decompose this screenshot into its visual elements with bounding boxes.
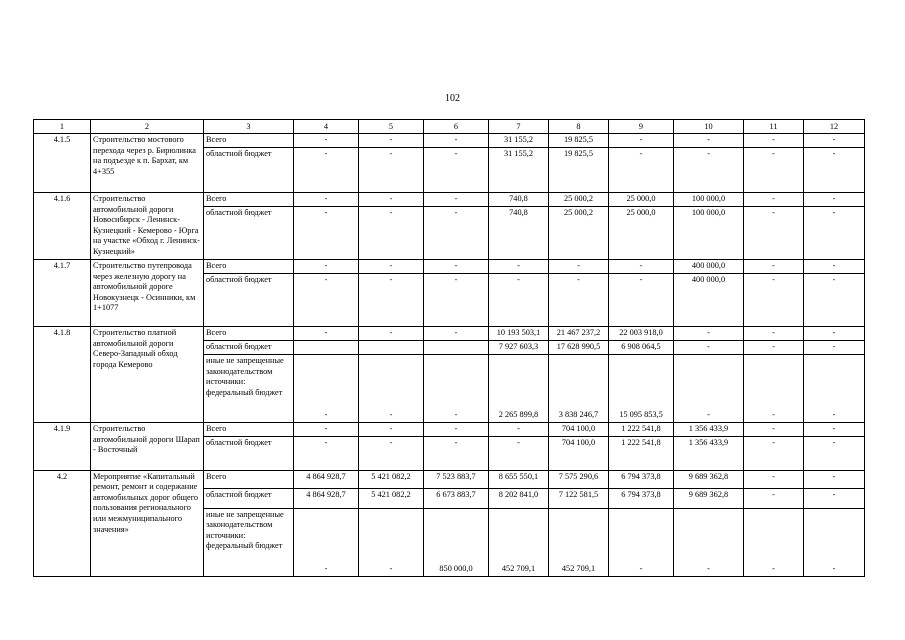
- value-cell: -: [804, 355, 865, 423]
- source-label: областной бюджет: [204, 148, 294, 193]
- value-cell: -: [744, 134, 804, 148]
- row-code: 4.1.9: [34, 423, 91, 471]
- value-cell: -: [804, 207, 865, 260]
- page-number: 102: [445, 93, 460, 104]
- value-cell: -: [294, 134, 359, 148]
- value-cell: [294, 341, 359, 355]
- value-cell: 100 000,0: [674, 193, 744, 207]
- value-cell: -: [804, 436, 865, 470]
- value-cell: -: [294, 260, 359, 274]
- value-cell: 1 222 541,8: [609, 436, 674, 470]
- value-cell: 25 000,2: [549, 193, 609, 207]
- value-cell: 452 709,1: [549, 508, 609, 576]
- source-label: Всего: [204, 470, 294, 488]
- value-cell: -: [424, 260, 489, 274]
- value-cell: 8 202 841,0: [489, 488, 549, 508]
- row-title: Строительство мостового перехода через р. Бирюлинка на подъезде к п. Бархат, км 4+355: [91, 134, 204, 193]
- value-cell: 17 628 990,5: [549, 341, 609, 355]
- header-cell: 8: [549, 120, 609, 134]
- value-cell: 15 095 853,5: [609, 355, 674, 423]
- value-cell: 9 689 362,8: [674, 470, 744, 488]
- row-title: Мероприятие «Капитальный ремонт, ремонт и содержание автомобильных дорог общего пользования регионального или межмуниципального значения»: [91, 470, 204, 576]
- value-cell: 25 000,0: [609, 193, 674, 207]
- value-cell: 10 193 503,1: [489, 327, 549, 341]
- value-cell: -: [294, 508, 359, 576]
- table-row: [34, 423, 865, 437]
- value-cell: -: [294, 423, 359, 437]
- value-cell: -: [424, 207, 489, 260]
- value-cell: -: [674, 327, 744, 341]
- value-cell: -: [744, 148, 804, 193]
- value-cell: -: [609, 274, 674, 327]
- value-cell: -: [744, 327, 804, 341]
- value-cell: -: [744, 341, 804, 355]
- value-cell: -: [294, 355, 359, 423]
- value-cell: 7 927 603,3: [489, 341, 549, 355]
- value-cell: -: [674, 134, 744, 148]
- row-code: 4.2: [34, 470, 91, 576]
- value-cell: 3 838 246,7: [549, 355, 609, 423]
- value-cell: -: [804, 341, 865, 355]
- value-cell: 100 000,0: [674, 207, 744, 260]
- value-cell: -: [804, 260, 865, 274]
- header-cell: 6: [424, 120, 489, 134]
- value-cell: -: [294, 148, 359, 193]
- header-row: [34, 120, 865, 134]
- value-cell: 7 575 290,6: [549, 470, 609, 488]
- value-cell: 31 155,2: [489, 148, 549, 193]
- value-cell: -: [744, 488, 804, 508]
- value-cell: 1 356 433,9: [674, 436, 744, 470]
- value-cell: -: [424, 423, 489, 437]
- value-cell: 4 864 928,7: [294, 488, 359, 508]
- row-title: Строительство автомобильной дороги Шарап - Восточный: [91, 423, 204, 471]
- value-cell: -: [744, 470, 804, 488]
- budget-table: [33, 119, 865, 577]
- value-cell: -: [804, 508, 865, 576]
- header-cell: 7: [489, 120, 549, 134]
- source-label: областной бюджет: [204, 341, 294, 355]
- value-cell: 8 655 550,1: [489, 470, 549, 488]
- table-row: [34, 327, 865, 341]
- value-cell: -: [744, 436, 804, 470]
- value-cell: 25 000,0: [609, 207, 674, 260]
- value-cell: -: [359, 274, 424, 327]
- value-cell: -: [549, 260, 609, 274]
- value-cell: 22 003 918,0: [609, 327, 674, 341]
- value-cell: -: [294, 327, 359, 341]
- value-cell: -: [424, 355, 489, 423]
- value-cell: 7 122 581,5: [549, 488, 609, 508]
- value-cell: 704 100,0: [549, 436, 609, 470]
- value-cell: -: [424, 193, 489, 207]
- value-cell: -: [359, 508, 424, 576]
- value-cell: -: [489, 260, 549, 274]
- value-cell: -: [674, 355, 744, 423]
- value-cell: -: [489, 423, 549, 437]
- value-cell: -: [424, 148, 489, 193]
- header-cell: 4: [294, 120, 359, 134]
- value-cell: 5 421 082,2: [359, 470, 424, 488]
- value-cell: -: [294, 193, 359, 207]
- value-cell: -: [609, 148, 674, 193]
- value-cell: 19 825,5: [549, 148, 609, 193]
- value-cell: -: [359, 134, 424, 148]
- value-cell: 7 523 883,7: [424, 470, 489, 488]
- source-label: областной бюджет: [204, 488, 294, 508]
- row-code: 4.1.5: [34, 134, 91, 193]
- header-cell: 2: [91, 120, 204, 134]
- value-cell: -: [424, 134, 489, 148]
- header-cell: 9: [609, 120, 674, 134]
- value-cell: -: [359, 423, 424, 437]
- source-label: областной бюджет: [204, 274, 294, 327]
- value-cell: -: [359, 436, 424, 470]
- value-cell: -: [744, 274, 804, 327]
- value-cell: -: [804, 148, 865, 193]
- source-label: иные не запрещенные законодательством источники: федеральный бюджет: [204, 508, 294, 576]
- value-cell: -: [744, 508, 804, 576]
- value-cell: 6 673 883,7: [424, 488, 489, 508]
- value-cell: -: [804, 470, 865, 488]
- value-cell: 6 908 064,5: [609, 341, 674, 355]
- value-cell: -: [424, 274, 489, 327]
- value-cell: -: [359, 260, 424, 274]
- value-cell: 6 794 373,8: [609, 488, 674, 508]
- header-cell: 11: [744, 120, 804, 134]
- header-cell: 5: [359, 120, 424, 134]
- value-cell: -: [804, 274, 865, 327]
- value-cell: 31 155,2: [489, 134, 549, 148]
- value-cell: -: [744, 423, 804, 437]
- value-cell: -: [744, 207, 804, 260]
- value-cell: 21 467 237,2: [549, 327, 609, 341]
- value-cell: -: [804, 134, 865, 148]
- value-cell: -: [674, 508, 744, 576]
- value-cell: 25 000,2: [549, 207, 609, 260]
- value-cell: 1 356 433,9: [674, 423, 744, 437]
- value-cell: 850 000,0: [424, 508, 489, 576]
- value-cell: -: [424, 327, 489, 341]
- row-code: 4.1.7: [34, 260, 91, 327]
- value-cell: [359, 341, 424, 355]
- source-label: областной бюджет: [204, 207, 294, 260]
- value-cell: 5 421 082,2: [359, 488, 424, 508]
- value-cell: -: [359, 148, 424, 193]
- value-cell: -: [294, 207, 359, 260]
- source-label: Всего: [204, 134, 294, 148]
- value-cell: 400 000,0: [674, 274, 744, 327]
- value-cell: -: [359, 207, 424, 260]
- value-cell: 740,8: [489, 193, 549, 207]
- value-cell: -: [609, 134, 674, 148]
- value-cell: -: [744, 193, 804, 207]
- value-cell: 4 864 928,7: [294, 470, 359, 488]
- value-cell: -: [804, 327, 865, 341]
- source-label: иные не запрещенные законодательством источники: федеральный бюджет: [204, 355, 294, 423]
- value-cell: -: [609, 260, 674, 274]
- value-cell: 452 709,1: [489, 508, 549, 576]
- value-cell: -: [294, 436, 359, 470]
- source-label: Всего: [204, 260, 294, 274]
- value-cell: [424, 341, 489, 355]
- value-cell: -: [744, 260, 804, 274]
- value-cell: 704 100,0: [549, 423, 609, 437]
- value-cell: -: [489, 436, 549, 470]
- table-row: [34, 193, 865, 207]
- value-cell: 6 794 373,8: [609, 470, 674, 488]
- value-cell: -: [294, 274, 359, 327]
- value-cell: -: [549, 274, 609, 327]
- value-cell: -: [674, 148, 744, 193]
- value-cell: -: [804, 488, 865, 508]
- value-cell: 19 825,5: [549, 134, 609, 148]
- row-title: Строительство платной автомобильной дороги Северо-Западный обход города Кемерово: [91, 327, 204, 423]
- row-code: 4.1.6: [34, 193, 91, 260]
- source-label: Всего: [204, 327, 294, 341]
- source-label: Всего: [204, 423, 294, 437]
- table-row: [34, 260, 865, 274]
- value-cell: -: [359, 193, 424, 207]
- source-label: областной бюджет: [204, 436, 294, 470]
- value-cell: -: [489, 274, 549, 327]
- source-label: Всего: [204, 193, 294, 207]
- value-cell: -: [359, 355, 424, 423]
- value-cell: 740,8: [489, 207, 549, 260]
- row-title: Строительство автомобильной дороги Новосибирск - Ленинск-Кузнецкий - Кемерово - Юрга на участке «Обход г. Ленинск-Кузнецкий»: [91, 193, 204, 260]
- value-cell: 400 000,0: [674, 260, 744, 274]
- value-cell: -: [359, 327, 424, 341]
- header-cell: 12: [804, 120, 865, 134]
- row-code: 4.1.8: [34, 327, 91, 423]
- value-cell: -: [744, 355, 804, 423]
- row-title: Строительство путепровода через железную дорогу на автомобильной дороге Новокузнецк - Осинники, км 1+1077: [91, 260, 204, 327]
- value-cell: -: [674, 341, 744, 355]
- header-cell: 3: [204, 120, 294, 134]
- table-row: [34, 134, 865, 148]
- value-cell: 9 689 362,8: [674, 488, 744, 508]
- header-cell: 1: [34, 120, 91, 134]
- header-cell: 10: [674, 120, 744, 134]
- value-cell: -: [424, 436, 489, 470]
- value-cell: -: [804, 193, 865, 207]
- value-cell: 1 222 541,8: [609, 423, 674, 437]
- table-row: [34, 470, 865, 488]
- value-cell: -: [804, 423, 865, 437]
- value-cell: 2 265 899,8: [489, 355, 549, 423]
- value-cell: -: [609, 508, 674, 576]
